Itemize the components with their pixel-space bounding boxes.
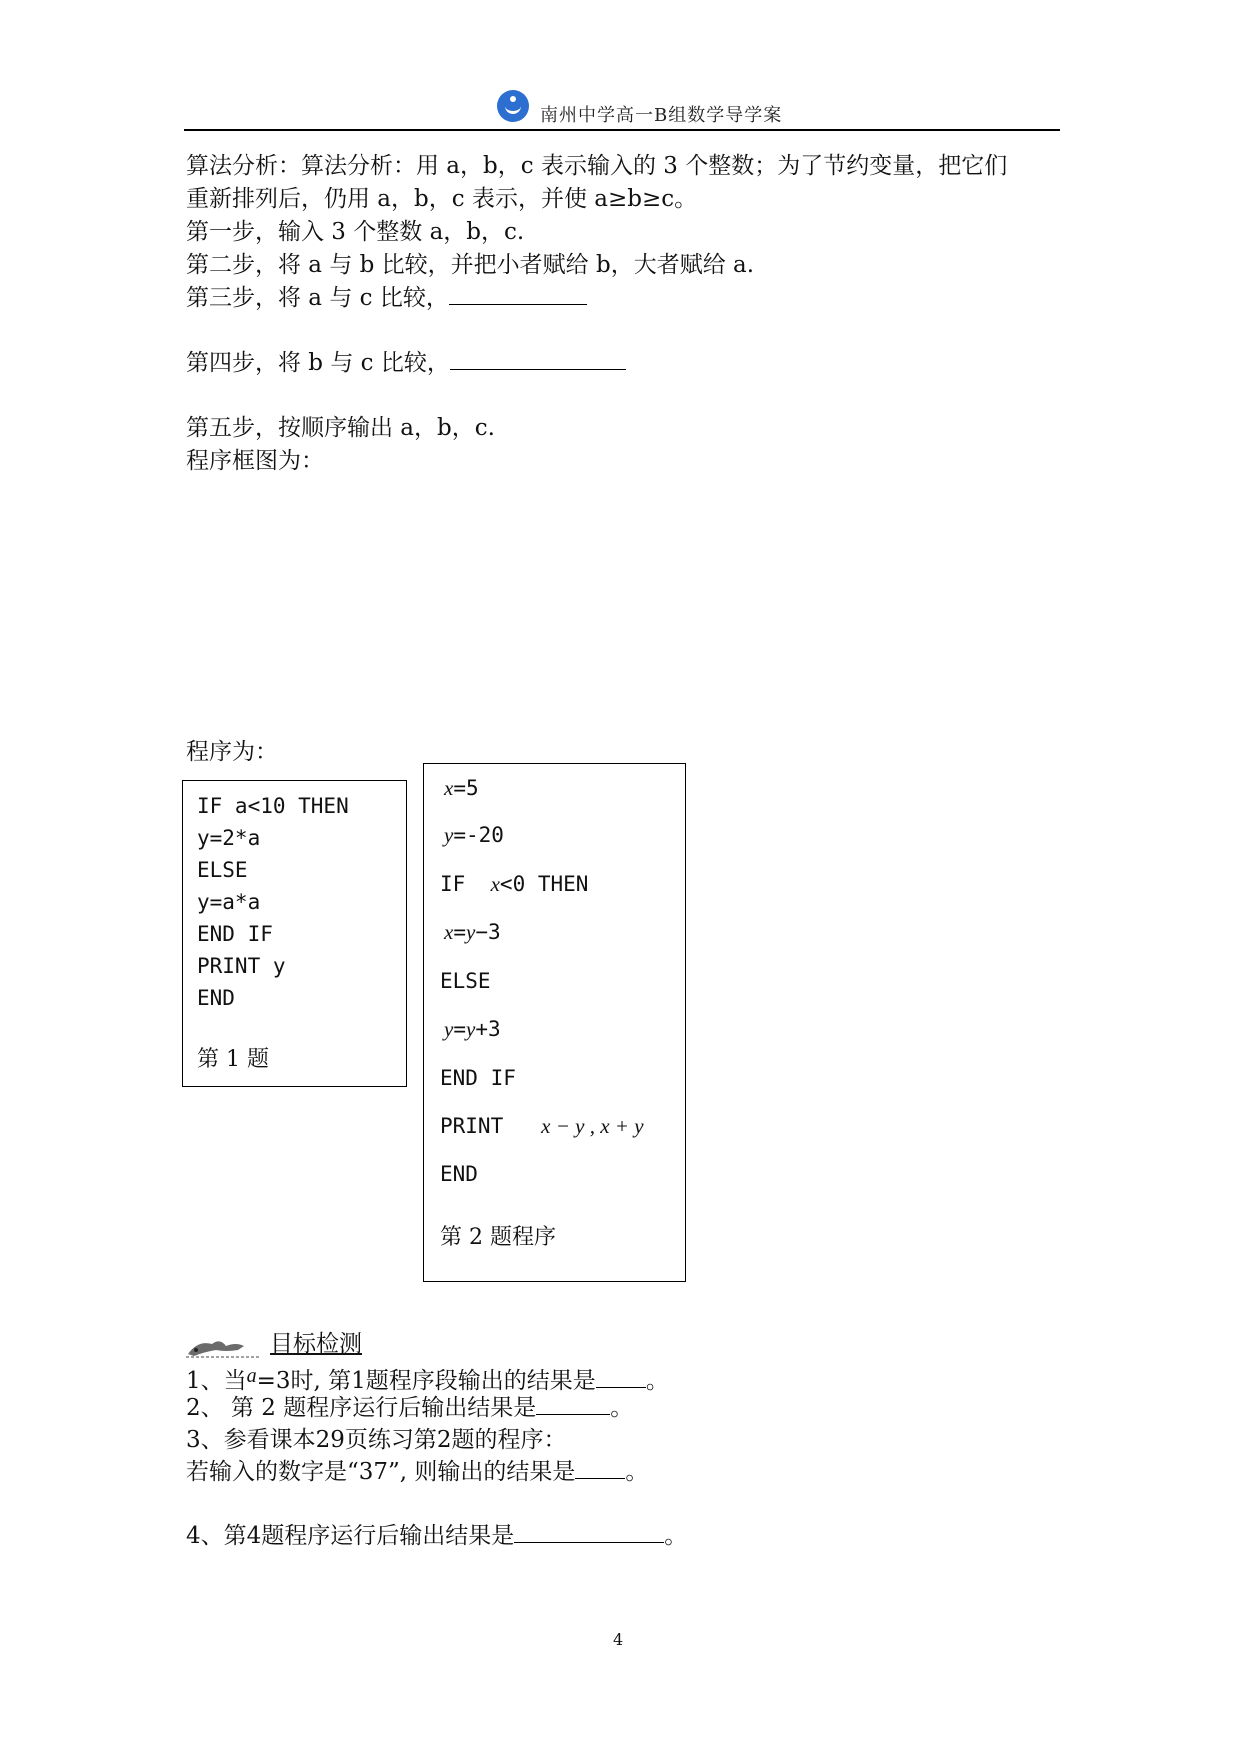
- step-4-blank[interactable]: [450, 349, 626, 370]
- print-expression: x − y , x + y: [541, 1114, 644, 1138]
- program-2-caption: 第 2 题程序: [440, 1225, 556, 1250]
- code-text: =5: [453, 776, 479, 800]
- header-divider: [184, 129, 1060, 131]
- flowchart-label: 程序框图为：: [186, 448, 324, 474]
- program-2-line-8: [440, 1114, 644, 1139]
- code-text: =: [453, 1017, 466, 1041]
- program-2-line-6: [444, 1017, 501, 1042]
- var-y: y: [444, 1017, 454, 1041]
- code-text: =: [453, 920, 466, 944]
- program-1-line: END IF: [197, 922, 273, 946]
- var-y: y: [465, 920, 476, 944]
- question-2-text: 2、 第 2 题程序运行后输出结果是: [186, 1395, 537, 1421]
- code-text: <0: [499, 872, 526, 896]
- program-2-line-2: [444, 823, 504, 848]
- question-1-text: =3时, 第1题程序段输出的结果是: [256, 1368, 596, 1394]
- program-label: 程序为：: [186, 739, 278, 765]
- program-1-caption: 第 1 题: [197, 1047, 269, 1072]
- code-text: =-20: [453, 823, 504, 847]
- program-1-line: PRINT y: [197, 954, 286, 978]
- code-text: +3: [475, 1017, 501, 1041]
- program-2-line-3: [440, 872, 588, 897]
- code-text: −3: [475, 920, 501, 944]
- var-y: y: [465, 1017, 476, 1041]
- keyword: PRINT: [440, 1114, 504, 1138]
- page-header-title: 南州中学高一B组数学导学案: [540, 105, 783, 126]
- program-1-line: y=a*a: [197, 890, 261, 914]
- school-logo-icon: [497, 90, 529, 122]
- section-title: 目标检测: [270, 1331, 362, 1357]
- step-1: 第一步，输入 3 个整数 a，b，c.: [186, 219, 525, 245]
- question-4-blank[interactable]: [514, 1522, 664, 1543]
- var-x: x: [444, 920, 454, 944]
- question-3-text: 若输入的数字是“37”, 则输出的结果是: [186, 1459, 576, 1485]
- step-3-blank[interactable]: [449, 284, 587, 305]
- step-3-text: 第三步，将 a 与 c 比较，: [186, 285, 449, 311]
- step-2: 第二步，将 a 与 b 比较，并把小者赋给 b，大者赋给 a.: [186, 252, 755, 278]
- program-2-line-4: [444, 920, 501, 945]
- question-4-end: 。: [664, 1523, 688, 1549]
- question-4-text: 4、第4题程序运行后输出结果是: [186, 1523, 515, 1549]
- question-1-end: 。: [645, 1368, 669, 1394]
- program-2-line-5: ELSE: [440, 969, 491, 993]
- question-2-end: 。: [610, 1395, 634, 1421]
- step-3: [186, 282, 587, 314]
- program-2-line-1: [444, 776, 479, 801]
- analysis-line-1: 算法分析：算法分析：用 a，b，c 表示输入的 3 个整数；为了节约变量，把它们: [186, 153, 1008, 179]
- question-3-end: 。: [625, 1459, 649, 1485]
- question-3-line-1: 3、参看课本29页练习第2题的程序：: [186, 1427, 567, 1453]
- bird-icon: [186, 1336, 260, 1358]
- keyword: THEN: [537, 872, 589, 896]
- question-2-blank[interactable]: [536, 1394, 610, 1415]
- question-1-prefix: 1、当: [186, 1368, 247, 1394]
- var-y: y: [444, 823, 454, 847]
- page-number: 4: [613, 1630, 624, 1649]
- program-1-line: ELSE: [197, 858, 248, 882]
- analysis-line-2: 重新排列后，仍用 a，b，c 表示，并使 a≥b≥c。: [186, 186, 698, 212]
- question-1-blank[interactable]: [596, 1367, 646, 1388]
- step-4-text: 第四步，将 b 与 c 比较，: [186, 350, 450, 376]
- program-1-line: IF a<10 THEN: [197, 794, 349, 818]
- step-5: 第五步，按顺序输出 a，b，c.: [186, 415, 495, 441]
- program-1-line: END: [197, 986, 235, 1010]
- var-x: x: [490, 872, 500, 896]
- question-2: [186, 1392, 633, 1424]
- question-3-blank[interactable]: [575, 1458, 625, 1479]
- question-3-line-2: [186, 1456, 648, 1488]
- program-2-line-9: END: [440, 1162, 478, 1186]
- var-a: a: [246, 1365, 257, 1387]
- program-1-line: y=2*a: [197, 826, 261, 850]
- program-2-line-7: END IF: [440, 1066, 516, 1090]
- keyword: IF: [440, 872, 466, 896]
- question-4: [186, 1520, 687, 1552]
- program-2-box: [423, 763, 686, 1282]
- program-1-box: [182, 780, 407, 1087]
- var-x: x: [444, 776, 454, 800]
- step-4: [186, 347, 626, 379]
